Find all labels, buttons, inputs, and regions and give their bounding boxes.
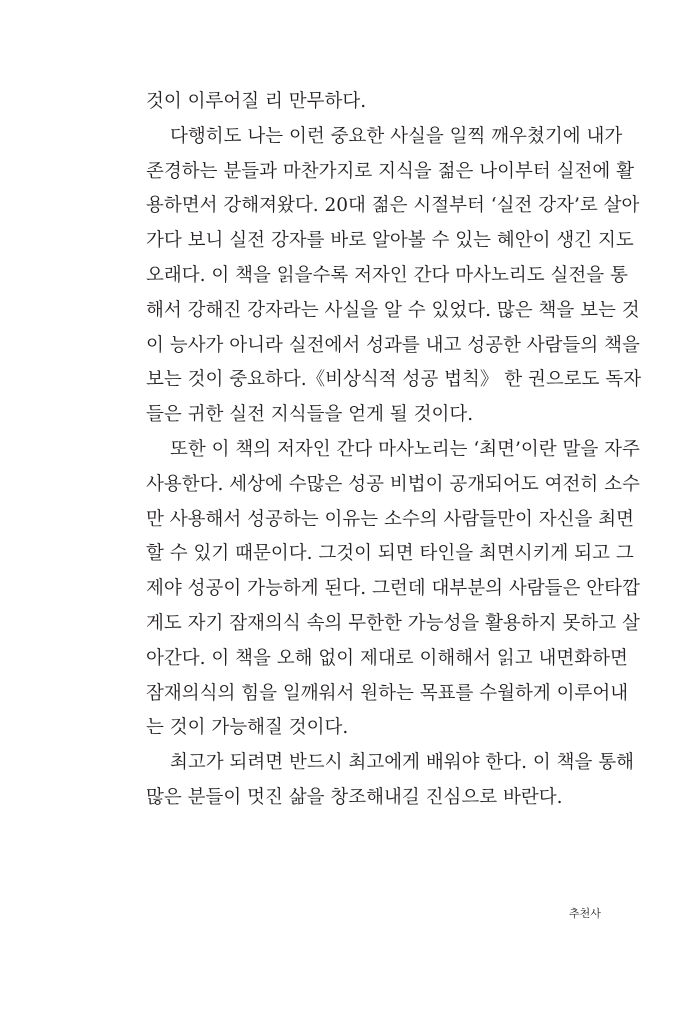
text-line: 해서 강해진 강자라는 사실을 알 수 있었다. 많은 책을 보는 것 [146,299,640,321]
text-line: 가다 보니 실전 강자를 바로 알아볼 수 있는 혜안이 생긴 지도 [146,230,634,252]
text-line: 아간다. 이 책을 오해 없이 제대로 이해해서 읽고 내면화하면 [146,647,628,669]
text-line: 존경하는 분들과 마찬가지로 지식을 젊은 나이부터 실전에 활 [146,160,634,182]
running-footer-section-label: 추천사 [569,907,601,920]
text-line: 사용한다. 세상에 수많은 성공 비법이 공개되어도 여전히 소수 [146,473,640,495]
body-text [146,85,642,816]
text-line: 잠재의식의 힘을 일깨워서 원하는 목표를 수월하게 이루어내 [146,682,629,704]
text-line: 들은 귀한 실전 지식들을 얻게 될 것이다. [146,404,474,426]
text-line: 오래다. 이 책을 읽을수록 저자인 간다 마사노리도 실전을 통 [146,264,628,286]
text-line: 보는 것이 중요하다.《비상식적 성공 법칙》 한 권으로도 독자 [146,369,642,391]
text-line: 다행히도 나는 이런 중요한 사실을 일찍 깨우쳤기에 내가 [170,125,623,147]
text-line: 많은 분들이 멋진 삶을 창조해내길 진심으로 바란다. [146,786,563,808]
text-line: 것이 이루어질 리 만무하다. [146,91,367,112]
text-line: 는 것이 가능해질 것이다. [146,717,349,739]
text-line: 최고가 되려면 반드시 최고에게 배워야 한다. 이 책을 통해 [170,752,634,774]
text-line: 할 수 있기 때문이다. 그것이 되면 타인을 최면시키게 되고 그 [146,543,634,565]
text-line: 이 능사가 아니라 실전에서 성과를 내고 성공한 사람들의 책을 [146,334,640,356]
text-line: 또한 이 책의 저자인 간다 마사노리는 ‘최면’이란 말을 자주 [170,438,640,460]
text-line: 만 사용해서 성공하는 이유는 소수의 사람들만이 자신을 최면 [146,508,634,530]
text-line: 게도 자기 잠재의식 속의 무한한 가능성을 활용하지 못하고 살 [146,612,640,634]
text-line: 용하면서 강해져왔다. 20대 젊은 시절부터 ‘실전 강자’로 살아 [146,195,640,217]
text-line: 제야 성공이 가능하게 된다. 그런데 대부분의 사람들은 안타깝 [146,578,640,600]
